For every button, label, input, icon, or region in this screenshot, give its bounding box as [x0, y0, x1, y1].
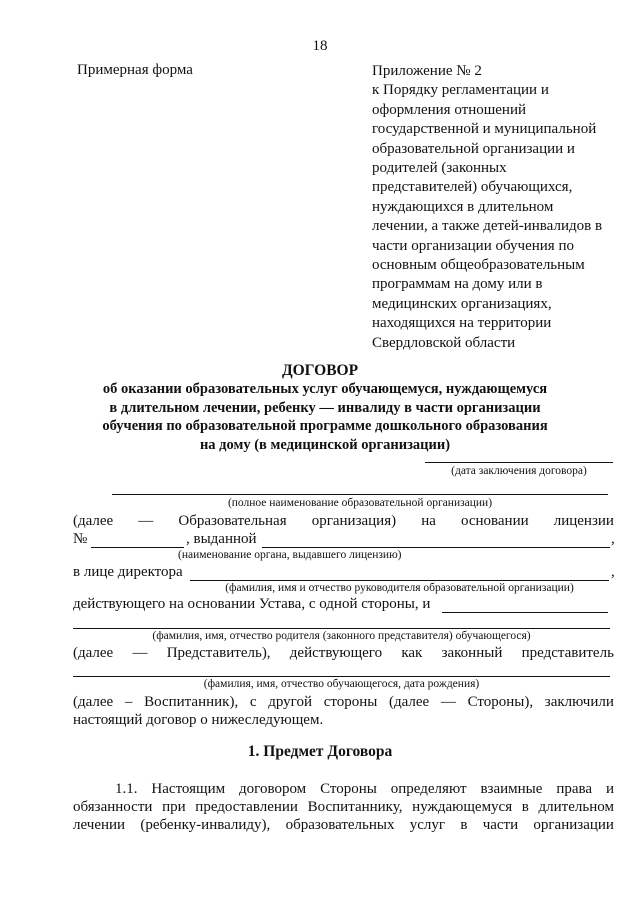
- body-line-representative: (далее — Представитель), действующего как законный представитель: [73, 645, 614, 661]
- date-caption: (дата заключения договора): [451, 465, 587, 477]
- body-line-student: (далее – Воспитанник), с другой стороны (далее — Стороны), заключили: [73, 694, 614, 710]
- license-issuer-caption: (наименование органа, выдавшего лицензию): [178, 549, 402, 561]
- annex-line: государственной и муниципальной: [372, 121, 597, 138]
- director-label: в лице директора: [73, 564, 183, 580]
- subtitle-line: обучения по образовательной программе дошкольного образования: [102, 418, 548, 435]
- comma: ,: [611, 564, 615, 580]
- subtitle-line: в длительном лечении, ребенку — инвалиду в части организации: [109, 399, 541, 416]
- document-title: ДОГОВОР: [281, 362, 359, 379]
- director-caption: (фамилия, имя и отчество руководителя образовательной организации): [225, 582, 574, 594]
- annex-line: родителей (законных: [372, 160, 507, 177]
- student-field-line[interactable]: [73, 676, 610, 677]
- annex-line: оформления отношений: [372, 101, 527, 118]
- annex-line: лечении, а также детей-инвалидов в: [372, 218, 603, 235]
- annex-line: части организации обучения по: [372, 237, 574, 254]
- subtitle-line: об оказании образовательных услуг обучающемуся, нуждающемуся: [102, 381, 548, 397]
- annex-line: находящихся на территории: [372, 315, 552, 332]
- para-1-1-line-2: обязанности при предоставлении Воспитаннику, нуждающемуся в длительном: [73, 799, 614, 815]
- para-1-1-line-1: 1.1. Настоящим договором Стороны определяют взаимные права и: [115, 781, 614, 797]
- director-field-line[interactable]: [190, 580, 609, 581]
- org-name-field-line[interactable]: [112, 494, 608, 495]
- license-issuer-field-line[interactable]: [262, 547, 610, 548]
- issued-label: , выданной: [186, 531, 257, 547]
- annex-block: [372, 62, 632, 353]
- form-label: Примерная форма: [77, 62, 193, 78]
- body-line-license: (далее — Образовательная организация) на основании лицензии: [73, 513, 614, 529]
- page-number: 18: [312, 38, 328, 54]
- annex-line: образовательной организации и: [372, 140, 575, 157]
- annex-line: основным общеобразовательным: [372, 257, 585, 274]
- acting-text: действующего на основании Устава, с одной стороны, и: [73, 596, 431, 612]
- annex-line: нуждающихся в длительном: [372, 198, 554, 215]
- annex-line: программам на дому или в: [372, 276, 543, 293]
- parent-start-field-line[interactable]: [442, 612, 608, 613]
- date-field-line[interactable]: [425, 462, 613, 463]
- document-subtitle: [60, 380, 590, 454]
- student-caption: (фамилия, имя, отчество обучающегося, дата рождения): [203, 678, 480, 690]
- license-number-label: №: [73, 531, 88, 547]
- section-1-title: 1. Предмет Договора: [247, 743, 393, 760]
- annex-title: Приложение № 2: [372, 63, 482, 79]
- annex-line: медицинских организациях,: [372, 295, 552, 312]
- license-number-field-line[interactable]: [91, 547, 184, 548]
- parent-caption: (фамилия, имя, отчество родителя (законного представителя) обучающегося): [152, 630, 531, 642]
- para-1-1-line-3: лечении (ребенку-инвалиду), образовательных услуг в части организации: [73, 817, 614, 833]
- annex-line: Свердловской области: [372, 334, 516, 351]
- org-name-caption: (полное наименование образовательной организации): [227, 497, 493, 509]
- comma: ,: [611, 531, 615, 547]
- subtitle-line: на дому (в медицинской организации): [199, 436, 451, 453]
- annex-line: представителей) обучающихся,: [372, 179, 573, 196]
- annex-line: к Порядку регламентации и: [372, 82, 549, 99]
- body-line-last: настоящий договор о нижеследующем.: [73, 712, 324, 728]
- parent-field-line[interactable]: [73, 628, 610, 629]
